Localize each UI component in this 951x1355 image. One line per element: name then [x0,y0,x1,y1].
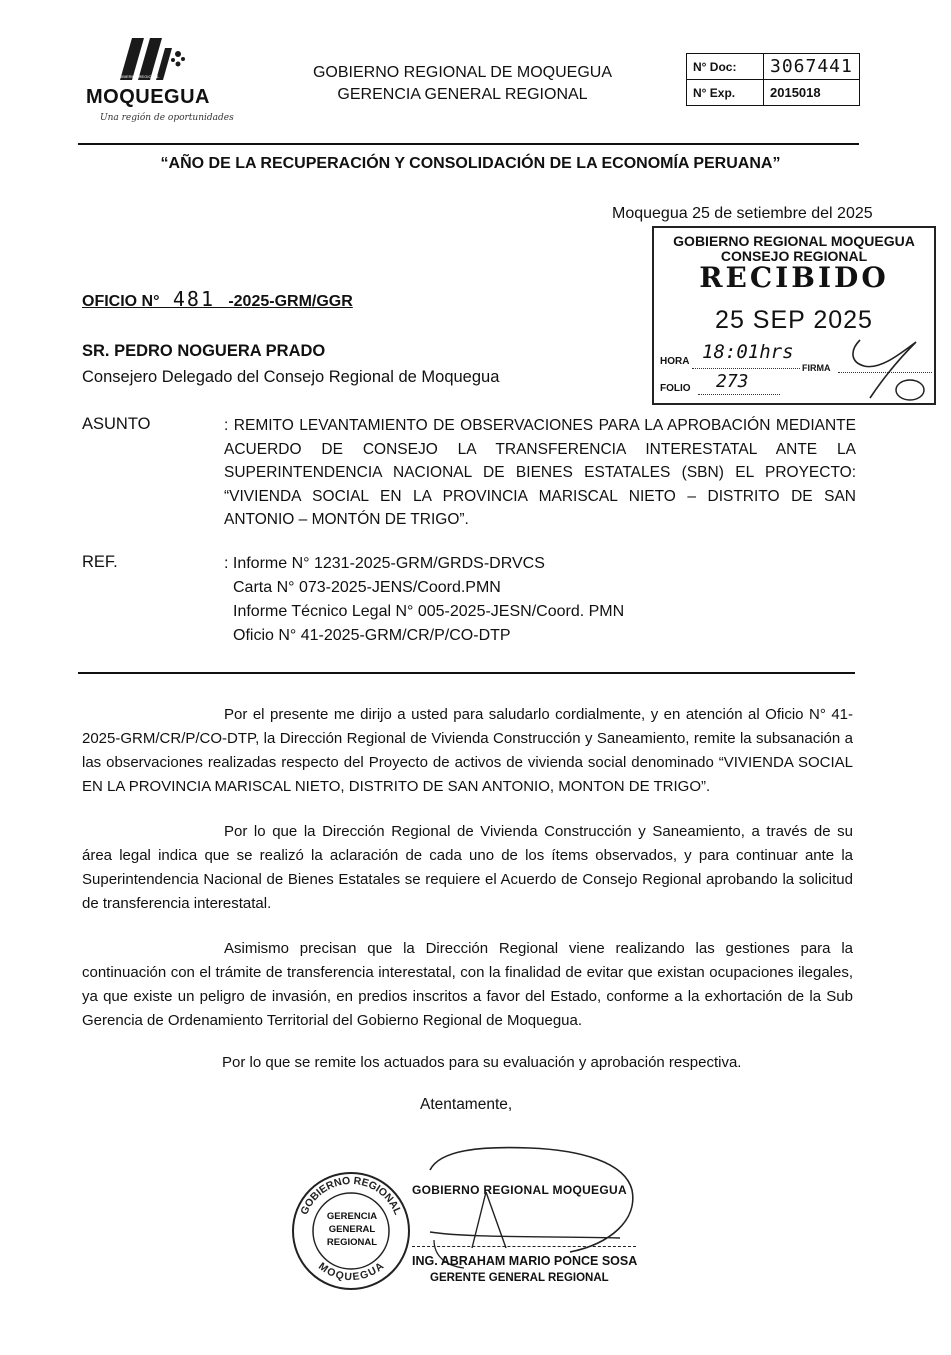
stamp-folio-label: FOLIO [660,383,691,394]
doc-number-value: 3067441 [764,54,860,80]
seal-center [322,1210,382,1249]
seal-ring-bottom-text: MOQUEGUA [316,1260,387,1284]
seal-line: GENERAL [328,1224,376,1235]
moquegua-logo-icon [112,34,188,82]
body-paragraph-2: Por lo que la Dirección Regional de Vivienda Construcción y Saneamiento, a través de su área legal indica que se realizó la aclaración de cada uno de los ítems observados, y para continuar ante la Superintendencia Nacional de Bienes Estatales se requiere el Acuerdo de Consejo Regional aprobando la solicitud de transferencia interestatal. [82,823,853,912]
exp-number-label: N° Exp. [687,80,764,106]
oficio-number [82,287,353,311]
ref-item: Carta N° 073-2025-JENS/Coord.PMN [233,579,501,596]
logo-wordmark: MOQUEGUA [86,86,210,108]
signer-role: GERENTE GENERAL REGIONAL [430,1272,609,1284]
recipient-role: Consejero Delegado del Consejo Regional de Moquegua [82,368,500,386]
stamp-council-line: CONSEJO REGIONAL [720,248,868,264]
stamp-hora-line [692,368,800,369]
ref-item: Oficio N° 41-2025-GRM/CR/P/CO-DTP [233,627,511,644]
ref-label: REF. [82,553,118,571]
letterhead-title [300,62,625,106]
section-divider [78,672,855,674]
stamp-date: 25 SEP 2025 [715,306,873,334]
body-paragraph-1: Por el presente me dirijo a usted para saludarlo cordialmente, y en atención al Oficio N° 41-2025-GRM/CR/P/CO-DTP, la Dirección Regional de Vivienda Construcción y Saneamiento, remite la subsanación a las observaciones realizadas respecto del Proyecto de activos de vivienda social denominado “VIVIENDA SOCIAL EN LA PROVINCIA MARISCAL NIETO, DISTRITO DE SAN ANTONIO, MONTON DE TRIGO”. [82,706,853,795]
asunto-label: ASUNTO [82,415,151,433]
stamp-org-line: GOBIERNO REGIONAL MOQUEGUA [673,233,915,249]
stamp-folio-line [698,394,780,395]
stamp-hora-label: HORA [660,356,690,367]
date-line: Moquegua 25 de setiembre del 2025 [612,205,873,222]
year-motto: “AÑO DE LA RECUPERACIÓN Y CONSOLIDACIÓN DE LA ECONOMÍA PERUANA” [160,155,781,172]
stamp-initials-signature-icon [830,332,934,404]
asunto-text: : REMITO LEVANTAMIENTO DE OBSERVACIONES PARA LA APROBACIÓN MEDIANTE ACUERDO DE CONSEJO LA TRANSFERENCIA INTERESTATAL ANTE LA SUPERINTENDENCIA NACIONAL DE BIENES ESTATALES (SBN) EL PROYECTO: “VIVIENDA SOCIAL EN LA PROVINCIA MARISCAL NIETO – DISTRITO DE SAN ANTONIO – MONTÓN DE TRIGO”. [224,417,856,528]
header-divider [78,143,859,145]
signer-name: ING. ABRAHAM MARIO PONCE SOSA [412,1254,638,1268]
stamp-hora-value: 18:01hrs [702,341,794,363]
closing-salutation: Atentamente, [420,1096,513,1113]
stamp-status: RECIBIDO [699,261,889,294]
svg-text:MOQUEGUA [316,1260,386,1283]
signature-org: GOBIERNO REGIONAL MOQUEGUA [412,1183,627,1197]
stamp-folio-value: 273 [716,371,749,392]
oficio-prefix: OFICIO N° [82,293,160,310]
seal-line: GERENCIA [326,1211,378,1222]
ref-item: Informe Técnico Legal N° 005-2025-JESN/Coord. PMN [233,603,625,620]
seal-line: REGIONAL [326,1237,378,1248]
ref-list [224,552,624,648]
letterhead-line-2: GERENCIA GENERAL REGIONAL [337,86,588,103]
received-stamp [652,226,936,405]
oficio-suffix: -2025-GRM/GGR [228,293,353,310]
oficio-handwritten-number: 481 [172,287,215,311]
exp-number-value: 2015018 [764,80,860,106]
signature-line [412,1246,636,1247]
seal-ring-top-text: GOBIERNO REGIONAL [298,1174,404,1217]
logo-tagline: Una región de oportunidades [100,113,234,123]
recipient-name: SR. PEDRO NOGUERA PRADO [82,342,326,360]
ref-item: : Informe N° 1231-2025-GRM/GRDS-DRVCS [224,555,545,572]
stamp-firma-label: FIRMA [802,363,831,373]
document-number-box [686,53,860,106]
logo-small-text: GOBIERNO REGIONAL [116,74,160,79]
letterhead-line-1: GOBIERNO REGIONAL DE MOQUEGUA [312,64,612,81]
body-paragraph-3: Asimismo precisan que la Dirección Regional viene realizando las gestiones para la continuación con el trámite de transferencia interestatal, con la finalidad de evitar que existan ocupaciones ilegales, ya que existe un peligro de invasión, en predios inscritos a favor del Estado, conforme a la exhortación de la Sub Gerencia de Ordenamiento Territorial del Gobierno Regional de Moquegua. [82,940,853,1029]
doc-number-label: N° Doc: [687,54,764,80]
body-paragraph-4: Por lo que se remite los actuados para su evaluación y aprobación respectiva. [222,1054,742,1071]
